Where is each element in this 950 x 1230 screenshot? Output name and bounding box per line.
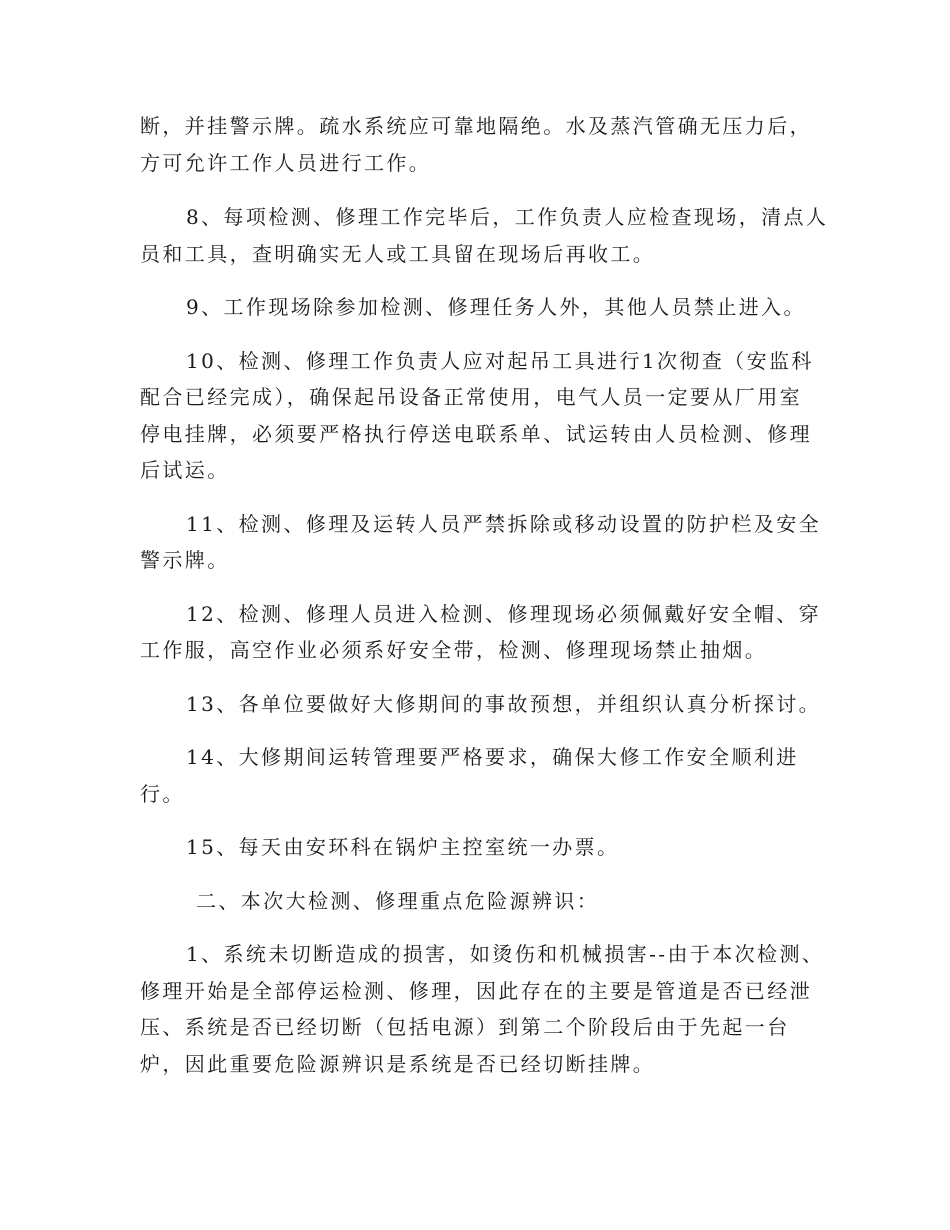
text-line: 停电挂牌，必须要严格执行停送电联系单、试运转由人员检测、修理	[140, 422, 812, 446]
text-line: 修理开始是全部停运检测、修理，因此存在的主要是管道是否已经泄	[140, 979, 812, 1003]
text-line: 配合已经完成），确保起吊设备正常使用，电气人员一定要从厂用室	[140, 385, 802, 409]
section-heading: 二、本次大检测、修理重点危险源辨识：	[196, 889, 600, 913]
text-line: 工作服，高空作业必须系好安全带，检测、修理现场禁止抽烟。	[140, 638, 768, 662]
text-line: 13、各单位要做好大修期间的事故预想，并组织认真分析探讨。	[186, 692, 822, 716]
text-line: 10、检测、修理工作负责人应对起吊工具进行1次彻查（安监科	[186, 349, 814, 373]
text-line: 9、工作现场除参加检测、修理任务人外，其他人员禁止进入。	[186, 295, 806, 319]
text-line: 压、系统是否已经切断（包括电源）到第二个阶段后由于先起一台	[140, 1015, 790, 1039]
text-line: 14、大修期间运转管理要严格要求，确保大修工作安全顺利进	[186, 745, 799, 769]
text-line: 15、每天由安环科在锅炉主控室统一办票。	[186, 835, 620, 859]
text-line: 8、每项检测、修理工作完毕后，工作负责人应检查现场，清点人	[186, 205, 829, 229]
text-line: 炉，因此重要危险源辨识是系统是否已经切断挂牌。	[140, 1052, 656, 1076]
text-line: 11、检测、修理及运转人员严禁拆除或移动设置的防护栏及安全	[186, 512, 822, 536]
text-line: 警示牌。	[140, 548, 230, 572]
text-line: 员和工具，查明确实无人或工具留在现场后再收工。	[140, 242, 656, 266]
text-line: 1、系统未切断造成的损害，如烫伤和机械损害--由于本次检测、	[186, 942, 825, 966]
text-line: 12、检测、修理人员进入检测、修理现场必须佩戴好安全帽、穿	[186, 602, 822, 626]
text-line: 断，并挂警示牌。疏水系统应可靠地隔绝。水及蒸汽管确无压力后，	[140, 114, 812, 138]
text-line: 行。	[140, 782, 185, 806]
text-line: 方可允许工作人员进行工作。	[140, 151, 432, 175]
text-line: 后试运。	[140, 458, 230, 482]
